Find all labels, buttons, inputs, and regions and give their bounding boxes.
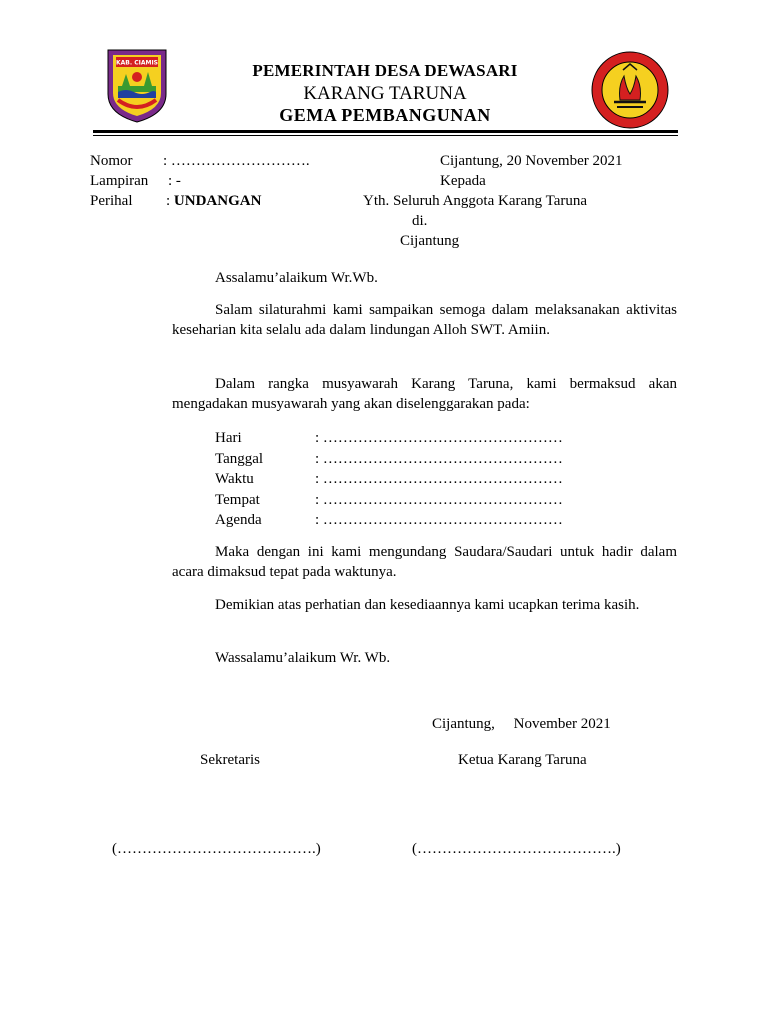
detail-row [215,510,563,531]
detail-value: : ………………………………………… [315,430,563,446]
lampiran-value: : - [168,173,181,189]
logo-text-top: KAB. CIAMIS [115,59,159,67]
nomor-value: : ………………………. [163,153,310,169]
header-rule-thin [93,135,678,136]
perihal-value: UNDANGAN [173,193,262,209]
detail-value: : ………………………………………… [315,450,563,467]
header-line-1: PEMERINTAH DESA DEWASARI [252,61,518,80]
detail-value: : ………………………………………… [315,512,563,528]
detail-row [215,469,563,490]
signature-left-title: Sekretaris [200,752,260,768]
detail-row [215,490,563,511]
detail-value: : ………………………………………… [315,471,563,487]
recipient-di: di. [412,213,428,229]
karang-taruna-logo [590,50,670,130]
greeting: Assalamu’alaikum Wr.Wb. [215,270,378,286]
lampiran-label: Lampiran [90,173,149,189]
nomor-label: Nomor [90,153,133,169]
detail-label: Agenda [215,512,262,528]
detail-label: Tempat [215,491,260,508]
signature-left-name: (………………………………….) [112,841,321,857]
detail-label: Hari [215,430,242,446]
paragraph-2: Dalam rangka musyawarah Karang Taruna, kami bermaksud akan mengadakan musyawarah yang akan diselenggarakan pada: [172,376,677,412]
perihal-colon: : [166,193,174,209]
paragraph-1: Salam silaturahmi kami sampaikan semoga dalam melaksanakan aktivitas keseharian kita selalu ada dalam lindungan Alloh SWT. Amiin. [172,302,677,338]
header-rule-thick [93,130,678,133]
perihal-value-row [166,191,261,211]
recipient: Yth. Seluruh Anggota Karang Taruna [363,193,588,209]
paragraph-3: Maka dengan ini kami mengundang Saudara/Saudari untuk hadir dalam acara dimaksud tepat pada waktunya. [172,544,677,580]
event-details [215,428,563,531]
letter-date: Cijantung, 20 November 2021 [440,153,623,169]
header-line-2: KARANG TARUNA [303,83,467,104]
perihal-label: Perihal [90,193,133,209]
detail-row [215,449,563,470]
signature-right-name: (………………………………….) [412,841,621,857]
header-line-3: GEMA PEMBANGUNAN [279,105,491,125]
kabupaten-ciamis-logo [104,44,170,124]
detail-label: Tanggal [215,450,264,467]
detail-value: : ………………………………………… [315,491,563,508]
recipient-place: Cijantung [400,233,460,249]
kepada-label: Kepada [440,173,486,189]
detail-label: Waktu [215,471,254,487]
closing-greeting: Wassalamu’alaikum Wr. Wb. [215,650,391,666]
signature-date: Cijantung, November 2021 [432,716,611,732]
signature-right-title: Ketua Karang Taruna [458,752,587,768]
paragraph-4: Demikian atas perhatian dan kesediaannya kami ucapkan terima kasih. [215,597,640,613]
detail-row [215,428,563,449]
